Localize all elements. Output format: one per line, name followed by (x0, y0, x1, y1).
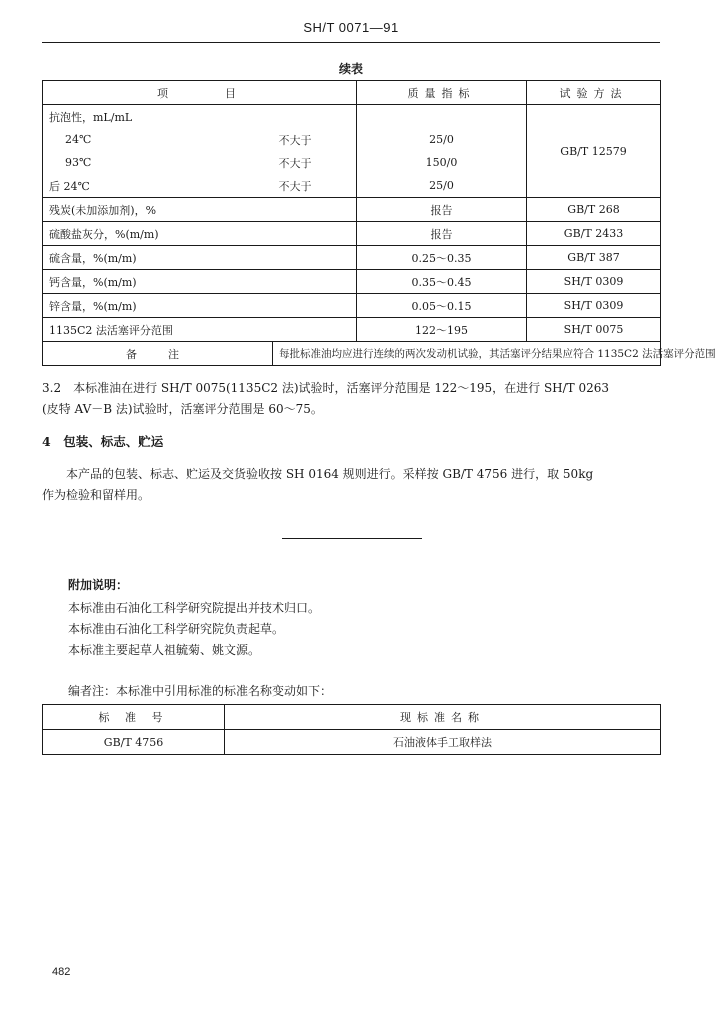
row-value: 25/0 (357, 128, 527, 151)
note-text: 每批标准油均应进行连续的两次发动机试验，其活塞评分结果应符合 1135C2 法活塞评分范围 (273, 342, 661, 366)
table-row (43, 222, 661, 246)
paragraph-line: 3.2 本标准油在进行 SH/T 0075(1135C2 法)试验时，活塞评分范围是 122～195，在进行 SH/T 0263 (42, 381, 610, 395)
row-method: GB/T 387 (527, 246, 661, 270)
document-code: SH/T 0071—91 (303, 20, 399, 35)
row-method: SH/T 0075 (527, 318, 661, 342)
additional-note-line: 本标准主要起草人祖毓菊、姚文源。 (68, 643, 261, 657)
row-value: 报告 (357, 198, 527, 222)
row-item: 后 24℃ (43, 174, 273, 198)
header-code: 标 准 号 (43, 705, 225, 730)
table-row (43, 270, 661, 294)
table-caption: 续表 (338, 62, 363, 76)
additional-notes-title: 附加说明： (68, 578, 129, 592)
row-item: 钙含量，%(m/m) (43, 270, 357, 294)
header-spec: 质量指标 (357, 81, 527, 105)
reference-standards-table (42, 704, 661, 755)
note-label: 备 注 (43, 342, 273, 366)
header-name: 现标准名称 (225, 705, 661, 730)
quality-spec-table (42, 80, 716, 366)
section-4-heading: 4 包装、标志、贮运 (42, 434, 164, 449)
paragraph-3-2 (42, 378, 660, 420)
table-row (43, 198, 661, 222)
foam-method: GB/T 12579 (527, 105, 661, 198)
row-value: 25/0 (357, 174, 527, 198)
row-code: GB/T 4756 (43, 730, 225, 755)
section-4-body (42, 464, 660, 506)
row-item: 硫含量，%(m/m) (43, 246, 357, 270)
header-item: 项 目 (43, 81, 357, 105)
row-limit: 不大于 (273, 151, 357, 174)
page-number: 482 (52, 966, 71, 978)
paragraph-line: (皮特 AV－B 法)试验时，活塞评分范围是 60～75。 (42, 402, 323, 416)
table-row (43, 246, 661, 270)
table-row (43, 294, 661, 318)
row-item: 残炭(未加添加剂)，% (43, 198, 357, 222)
row-value: 150/0 (357, 151, 527, 174)
row-value: 122～195 (357, 318, 527, 342)
row-limit: 不大于 (273, 128, 357, 151)
row-value: 报告 (357, 222, 527, 246)
row-method: GB/T 2433 (527, 222, 661, 246)
row-item: 93℃ (43, 151, 273, 174)
row-item: 锌含量，%(m/m) (43, 294, 357, 318)
note-row (43, 342, 661, 366)
header-rule (42, 42, 660, 43)
row-item: 24℃ (43, 128, 273, 151)
header-method: 试验方法 (527, 81, 661, 105)
row-name: 石油液体手工取样法 (225, 730, 661, 755)
row-item: 硫酸盐灰分，%(m/m) (43, 222, 357, 246)
row-method: SH/T 0309 (527, 294, 661, 318)
row-item: 1135C2 法活塞评分范围 (43, 318, 357, 342)
additional-note-line: 本标准由石油化工科学研究院负责起草。 (68, 622, 285, 636)
additional-note-line: 本标准由石油化工科学研究院提出并技术归口。 (68, 601, 321, 615)
row-value: 0.05～0.15 (357, 294, 527, 318)
foam-title: 抗泡性，mL/mL (43, 105, 357, 129)
editor-note: 编者注：本标准中引用标准的标准名称变动如下： (68, 684, 333, 698)
table-row (43, 105, 661, 129)
row-method: GB/T 268 (527, 198, 661, 222)
table-row (43, 730, 661, 755)
row-method: SH/T 0309 (527, 270, 661, 294)
row-limit: 不大于 (273, 174, 357, 198)
paragraph-line: 本产品的包装、标志、贮运及交货验收按 SH 0164 规则进行。采样按 GB/T 4756 进行，取 50kg (66, 467, 594, 481)
table-header-row (43, 81, 661, 105)
end-rule (282, 538, 422, 539)
row-value: 0.25～0.35 (357, 246, 527, 270)
paragraph-line: 作为检验和留样用。 (42, 488, 151, 502)
table-row (43, 318, 661, 342)
row-value: 0.35～0.45 (357, 270, 527, 294)
table-header-row (43, 705, 661, 730)
